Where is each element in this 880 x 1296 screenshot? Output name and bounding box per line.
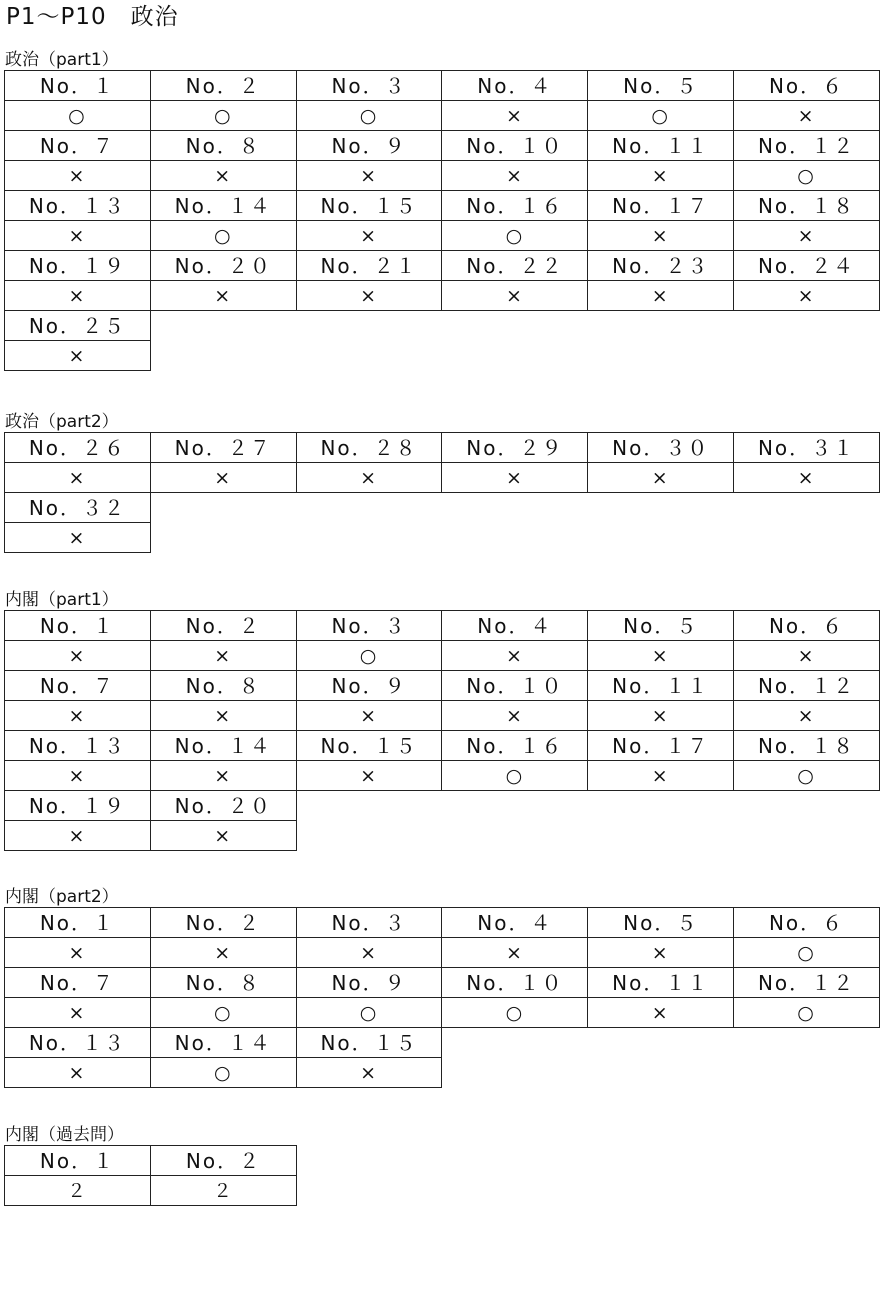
question-number-cell: No．２４ bbox=[734, 251, 880, 281]
answer-mark-cell: × bbox=[150, 701, 296, 731]
answer-row bbox=[5, 1176, 297, 1206]
answer-table bbox=[4, 70, 880, 371]
question-number-cell: No．１２ bbox=[734, 968, 880, 998]
question-number-cell: No．２０ bbox=[150, 791, 296, 821]
question-number-cell: No．５ bbox=[588, 908, 734, 938]
question-number-cell: No．２１ bbox=[296, 251, 442, 281]
answer-row bbox=[5, 281, 880, 311]
question-number-cell: No．１２ bbox=[734, 131, 880, 161]
section-title: 政治（part2） bbox=[5, 412, 119, 432]
answer-mark-cell: × bbox=[588, 998, 734, 1028]
question-number-cell: No．４ bbox=[442, 71, 588, 101]
answer-mark-cell: × bbox=[5, 938, 151, 968]
question-number-cell: No．１０ bbox=[442, 968, 588, 998]
answer-mark-cell: ○ bbox=[296, 641, 442, 671]
answer-mark-cell: × bbox=[5, 341, 151, 371]
question-number-cell: No．１８ bbox=[734, 191, 880, 221]
question-number-cell: No．１１ bbox=[588, 671, 734, 701]
question-number-row bbox=[5, 311, 880, 341]
answer-row bbox=[5, 641, 880, 671]
answer-mark-cell: × bbox=[588, 221, 734, 251]
question-number-cell: No．１７ bbox=[588, 191, 734, 221]
question-number-cell: No．６ bbox=[734, 71, 880, 101]
question-number-cell: No．１６ bbox=[442, 731, 588, 761]
answer-mark-cell: × bbox=[296, 701, 442, 731]
answer-mark-cell: × bbox=[588, 281, 734, 311]
answer-row bbox=[5, 701, 880, 731]
answer-mark-cell: × bbox=[442, 281, 588, 311]
question-number-cell: No．１４ bbox=[150, 1028, 296, 1058]
answer-mark-cell: × bbox=[150, 761, 296, 791]
answer-mark-cell: ○ bbox=[442, 221, 588, 251]
question-number-cell: No．１４ bbox=[150, 731, 296, 761]
question-number-cell: No．１３ bbox=[5, 1028, 151, 1058]
answer-mark-cell: ○ bbox=[734, 161, 880, 191]
answer-mark-cell: × bbox=[5, 761, 151, 791]
question-number-cell: No．１５ bbox=[296, 191, 442, 221]
answer-row bbox=[5, 101, 880, 131]
answer-row bbox=[5, 1058, 880, 1088]
question-number-cell: No．６ bbox=[734, 611, 880, 641]
answer-mark-cell: × bbox=[5, 463, 151, 493]
question-number-cell: No．３ bbox=[296, 908, 442, 938]
answer-mark-cell: ○ bbox=[150, 998, 296, 1028]
question-number-cell: No．８ bbox=[150, 671, 296, 701]
question-number-row bbox=[5, 611, 880, 641]
answer-mark-cell: × bbox=[5, 221, 151, 251]
answer-mark-cell: × bbox=[588, 161, 734, 191]
answer-row bbox=[5, 463, 880, 493]
question-number-cell: No．３１ bbox=[734, 433, 880, 463]
section-cabinet-part2 bbox=[4, 887, 880, 1088]
answer-mark-cell: × bbox=[588, 701, 734, 731]
question-number-cell: No．８ bbox=[150, 968, 296, 998]
question-number-cell: No．１３ bbox=[5, 191, 151, 221]
answer-mark-cell: × bbox=[442, 161, 588, 191]
question-number-cell: No．１ bbox=[5, 1146, 151, 1176]
answer-mark-cell: ○ bbox=[150, 101, 296, 131]
answer-mark-cell: × bbox=[734, 101, 880, 131]
question-number-cell: No．１ bbox=[5, 908, 151, 938]
question-number-cell: No．２２ bbox=[442, 251, 588, 281]
question-number-cell: No．１５ bbox=[296, 731, 442, 761]
answer-mark-cell: × bbox=[150, 641, 296, 671]
question-number-cell: No．１３ bbox=[5, 731, 151, 761]
question-number-cell: No．３０ bbox=[588, 433, 734, 463]
question-number-cell: No．２９ bbox=[442, 433, 588, 463]
question-number-row bbox=[5, 791, 880, 821]
question-number-row bbox=[5, 251, 880, 281]
question-number-cell: No．４ bbox=[442, 611, 588, 641]
answer-mark-cell: × bbox=[734, 221, 880, 251]
question-number-cell: No．１ bbox=[5, 71, 151, 101]
question-number-cell: No．１１ bbox=[588, 968, 734, 998]
question-number-cell: No．１９ bbox=[5, 791, 151, 821]
answer-row bbox=[5, 341, 880, 371]
question-number-row bbox=[5, 968, 880, 998]
section-title: 内閣（part2） bbox=[5, 887, 119, 907]
question-number-row bbox=[5, 1028, 880, 1058]
page-title: P1～P10 政治 bbox=[6, 4, 179, 30]
question-number-cell: No．１２ bbox=[734, 671, 880, 701]
answer-row bbox=[5, 938, 880, 968]
answer-row bbox=[5, 523, 880, 553]
answer-mark-cell: × bbox=[442, 463, 588, 493]
answer-mark-cell: × bbox=[442, 938, 588, 968]
answer-mark-cell: ○ bbox=[734, 998, 880, 1028]
question-number-cell: No．３ bbox=[296, 71, 442, 101]
answer-mark-cell: × bbox=[150, 161, 296, 191]
question-number-cell: No．７ bbox=[5, 131, 151, 161]
question-number-row bbox=[5, 493, 880, 523]
answer-mark-cell: × bbox=[150, 463, 296, 493]
answer-mark-cell: × bbox=[734, 701, 880, 731]
question-number-cell: No．９ bbox=[296, 968, 442, 998]
answer-row bbox=[5, 998, 880, 1028]
answer-mark-cell: × bbox=[5, 1058, 151, 1088]
question-number-cell: No．１５ bbox=[296, 1028, 442, 1058]
question-number-cell: No．２５ bbox=[5, 311, 151, 341]
answer-mark-cell: × bbox=[296, 938, 442, 968]
answer-mark-cell: × bbox=[296, 761, 442, 791]
answer-row bbox=[5, 761, 880, 791]
question-number-cell: No．５ bbox=[588, 71, 734, 101]
answer-mark-cell: ○ bbox=[296, 101, 442, 131]
answer-mark-cell: ○ bbox=[296, 998, 442, 1028]
question-number-cell: No．２０ bbox=[150, 251, 296, 281]
answer-mark-cell: × bbox=[296, 281, 442, 311]
question-number-row bbox=[5, 908, 880, 938]
section-title: 内閣（過去問） bbox=[5, 1125, 124, 1145]
question-number-cell: No．２ bbox=[150, 71, 296, 101]
question-number-cell: No．１７ bbox=[588, 731, 734, 761]
question-number-cell: No．９ bbox=[296, 671, 442, 701]
answer-mark-cell: × bbox=[5, 281, 151, 311]
answer-mark-cell: × bbox=[442, 101, 588, 131]
question-number-row bbox=[5, 433, 880, 463]
answer-table bbox=[4, 907, 880, 1088]
section-title: 政治（part1） bbox=[5, 50, 119, 70]
question-number-cell: No．１８ bbox=[734, 731, 880, 761]
answer-mark-cell: × bbox=[5, 701, 151, 731]
section-politics-part2 bbox=[4, 412, 880, 553]
answer-row bbox=[5, 161, 880, 191]
question-number-cell: No．６ bbox=[734, 908, 880, 938]
answer-mark-cell: × bbox=[5, 641, 151, 671]
question-number-cell: No．１６ bbox=[442, 191, 588, 221]
question-number-cell: No．３２ bbox=[5, 493, 151, 523]
answer-mark-cell: × bbox=[5, 821, 151, 851]
section-politics-part1 bbox=[4, 50, 880, 371]
answer-mark-cell: ○ bbox=[150, 1058, 296, 1088]
answer-mark-cell: ○ bbox=[734, 938, 880, 968]
question-number-cell: No．２７ bbox=[150, 433, 296, 463]
question-number-cell: No．４ bbox=[442, 908, 588, 938]
answer-mark-cell: × bbox=[588, 641, 734, 671]
question-number-row bbox=[5, 1146, 297, 1176]
answer-mark-cell: × bbox=[150, 821, 296, 851]
answer-table bbox=[4, 610, 880, 851]
answer-mark-cell: × bbox=[588, 761, 734, 791]
answer-mark-cell: × bbox=[734, 281, 880, 311]
answer-mark-cell: × bbox=[5, 523, 151, 553]
answer-mark-cell: × bbox=[588, 938, 734, 968]
question-number-row bbox=[5, 131, 880, 161]
question-number-cell: No．１１ bbox=[588, 131, 734, 161]
answer-mark-cell: ２ bbox=[5, 1176, 151, 1206]
answer-mark-cell: × bbox=[442, 641, 588, 671]
question-number-cell: No．２３ bbox=[588, 251, 734, 281]
question-number-row bbox=[5, 671, 880, 701]
answer-mark-cell: × bbox=[150, 938, 296, 968]
answer-mark-cell: × bbox=[588, 463, 734, 493]
answer-mark-cell: × bbox=[734, 641, 880, 671]
question-number-cell: No．２ bbox=[151, 1146, 297, 1176]
question-number-cell: No．１４ bbox=[150, 191, 296, 221]
question-number-cell: No．９ bbox=[296, 131, 442, 161]
answer-table bbox=[4, 432, 880, 553]
answer-mark-cell: × bbox=[442, 701, 588, 731]
question-number-row bbox=[5, 731, 880, 761]
answer-mark-cell: × bbox=[5, 998, 151, 1028]
question-number-cell: No．７ bbox=[5, 968, 151, 998]
question-number-cell: No．２ bbox=[150, 908, 296, 938]
answer-mark-cell: × bbox=[5, 161, 151, 191]
question-number-cell: No．１０ bbox=[442, 131, 588, 161]
question-number-cell: No．７ bbox=[5, 671, 151, 701]
question-number-cell: No．２８ bbox=[296, 433, 442, 463]
answer-mark-cell: ２ bbox=[151, 1176, 297, 1206]
answer-mark-cell: × bbox=[296, 1058, 442, 1088]
answer-mark-cell: ○ bbox=[442, 761, 588, 791]
question-number-cell: No．２ bbox=[150, 611, 296, 641]
answer-mark-cell: × bbox=[296, 161, 442, 191]
answer-row bbox=[5, 221, 880, 251]
answer-mark-cell: ○ bbox=[150, 221, 296, 251]
question-number-cell: No．３ bbox=[296, 611, 442, 641]
answer-mark-cell: ○ bbox=[5, 101, 151, 131]
question-number-row bbox=[5, 191, 880, 221]
answer-mark-cell: ○ bbox=[442, 998, 588, 1028]
answer-table bbox=[4, 1145, 297, 1206]
question-number-cell: No．２６ bbox=[5, 433, 151, 463]
section-title: 内閣（part1） bbox=[5, 590, 119, 610]
question-number-cell: No．８ bbox=[150, 131, 296, 161]
section-cabinet-past-exam bbox=[4, 1125, 880, 1206]
section-cabinet-part1 bbox=[4, 590, 880, 851]
answer-mark-cell: × bbox=[296, 463, 442, 493]
answer-mark-cell: × bbox=[296, 221, 442, 251]
question-number-cell: No．１９ bbox=[5, 251, 151, 281]
answer-row bbox=[5, 821, 880, 851]
question-number-cell: No．５ bbox=[588, 611, 734, 641]
answer-mark-cell: ○ bbox=[588, 101, 734, 131]
answer-mark-cell: × bbox=[150, 281, 296, 311]
answer-mark-cell: ○ bbox=[734, 761, 880, 791]
question-number-cell: No．１ bbox=[5, 611, 151, 641]
answer-mark-cell: × bbox=[734, 463, 880, 493]
question-number-cell: No．１０ bbox=[442, 671, 588, 701]
question-number-row bbox=[5, 71, 880, 101]
